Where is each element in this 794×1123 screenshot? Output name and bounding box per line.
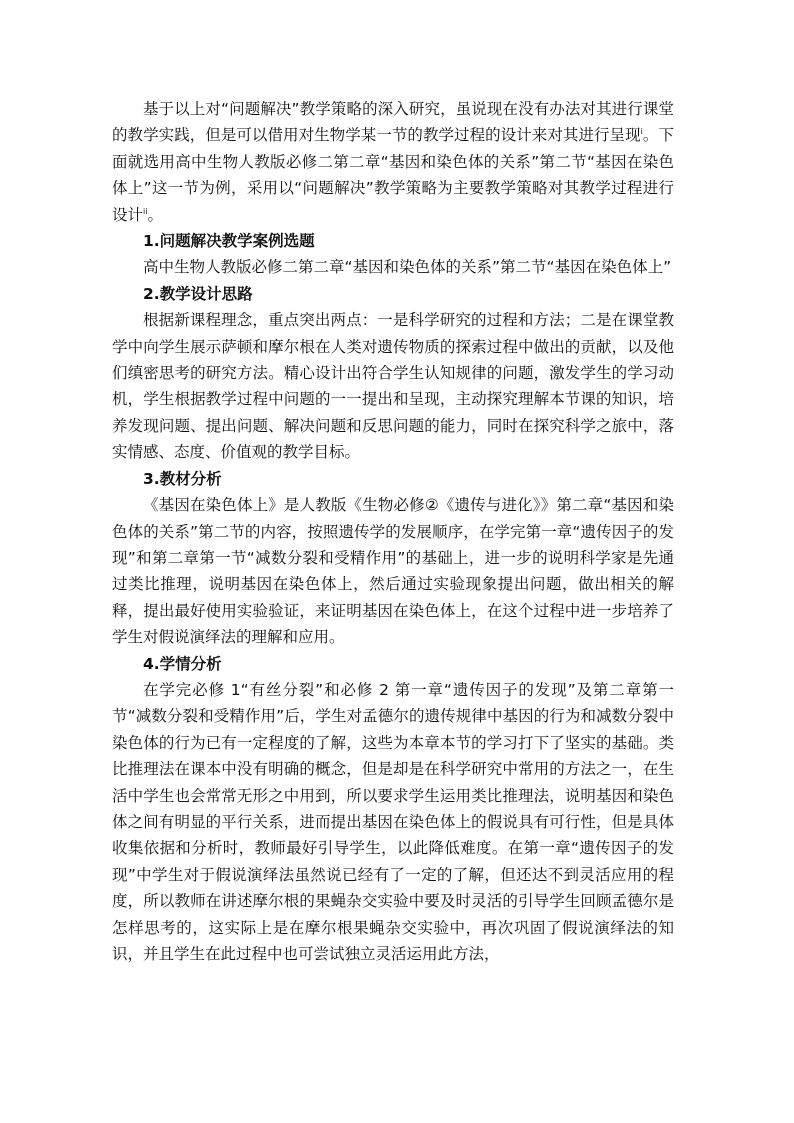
footnote-marker-ii: ii bbox=[143, 206, 148, 216]
intro-paragraph bbox=[112, 96, 674, 228]
students-paragraph: 在学完必修 1“有丝分裂”和必修 2 第一章“遗传因子的发现”及第二章第一节“减数分裂和受精作用”后，学生对孟德尔的遗传规律中基因的行为和减数分裂中染色体的行为已有一定程度的了解，这些为本章本节的学习打下了坚实的基础。类比推理法在课本中没有明确的概念，但是却是在科学研究中常用的方法之一，在生活中学生也会常常无形之中用到，所以要求学生运用类比推理法，说明基因和染色体之间有明显的平行关系，进而提出基因在染色体上的假说具有可行性，但是具体收集依据和分析时，教师最好引导学生，以此降低难度。在第一章“遗传因子的发现”中学生对于假说演绎法虽然说已经有了一定的了解，但还达不到灵活应用的程度，所以教师在讲述摩尔根的果蝇杂交实验中要及时灵活的引导学生回顾孟德尔是怎样思考的，这实际上是在摩尔根果蝇杂交实验中，再次巩固了假说演绎法的知识，并且学生在此过程中也可尝试独立灵活运用此方法， bbox=[112, 680, 674, 963]
section-heading-topic: 1.问题解决教学案例选题 bbox=[143, 232, 315, 251]
footnote-marker-i: i bbox=[640, 127, 643, 137]
intro-text-part-1: 基于以上对“问题解决”教学策略的深入研究，虽说现在没有办法对其进行课堂的教学实践，但是可以借用对生物学某一节的教学过程的设计来对其进行呈现 bbox=[112, 100, 674, 145]
design-paragraph: 根据新课程理念，重点突出两点：一是科学研究的过程和方法；二是在课堂教学中向学生展示萨顿和摩尔根在人类对遗传物质的探索过程中做出的贡献，以及他们缜密思考的研究方法。精心设计出符合学生认知规律的问题，激发学生的学习动机，学生根据教学过程中问题的一一提出和呈现，主动探究理解本节课的知识，培养发现问题、提出问题、解决问题和反思问题的能力，同时在探究科学之旅中，落实情感、态度、价值观的教学目标。 bbox=[112, 311, 674, 462]
intro-text-part-2: 。下面就选用高中生物人教版必修二第二章“基因和染色体的关系”第二节“基因在染色体上”这一节为例，采用以“问题解决”教学策略为主要教学策略对其教学过程进行设计 bbox=[112, 126, 674, 224]
document-body bbox=[112, 96, 674, 967]
textbook-paragraph: 《基因在染色体上》是人教版《生物必修②《遗传与进化》》第二章“基因和染色体的关系”第二节的内容，按照遗传学的发展顺序，在学完第一章“遗传因子的发现”和第二章第一节“减数分裂和受精作用”的基础上，进一步的说明科学家是先通过类比推理，说明基因在染色体上，然后通过实验现象提出问题，做出相关的解释，提出最好使用实验验证，来证明基因在染色体上，在这个过程中进一步培养了学生对假说演绎法的理解和应用。 bbox=[112, 496, 674, 647]
section-heading-textbook: 3.教材分析 bbox=[143, 469, 222, 488]
topic-paragraph: 高中生物人教版必修二第二章“基因和染色体的关系”第二节“基因在染色体上” bbox=[143, 258, 672, 277]
section-heading-design: 2.教学设计思路 bbox=[143, 284, 253, 303]
intro-text-part-3: 。 bbox=[147, 205, 163, 224]
section-heading-students: 4.学情分析 bbox=[143, 654, 222, 673]
